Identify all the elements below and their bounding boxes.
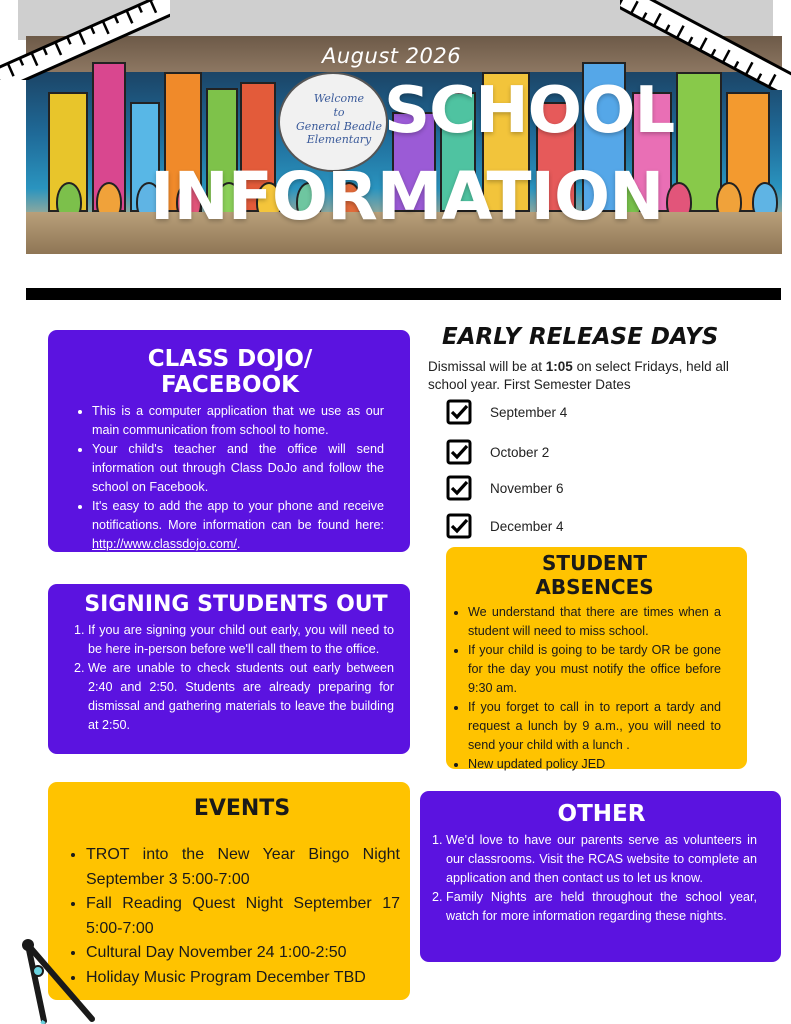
list-item: • Talk with your child's teacher for more information. (92, 554, 384, 573)
list-item: • TROT into the New Year Bingo Night September 3 5:00-7:00 (86, 843, 400, 892)
early-release-date-row (446, 438, 549, 466)
student-absences-list (468, 603, 721, 774)
list-item: 2. We are unable to check students out early between 2:40 and 2:50. Students are already preparing for dismissal and gathering materials to leave the building at 2:50. (88, 659, 394, 735)
page-title-line1: SCHOOL (384, 74, 675, 148)
checkbox-checked-icon (446, 399, 472, 425)
list-item: 1. We'd love to have our parents serve as volunteers in our classrooms. Visit the RCAS website to complete an application and then contact us to let us know. (446, 831, 757, 888)
newsletter-date: August 2026 (322, 44, 462, 68)
classdojo-link[interactable]: http://www.classdojo.com/ (92, 537, 237, 551)
list-item: • If you forget to call in to report a tardy and request a lunch by 9 a.m., you will need to send your child with a lunch . (468, 698, 721, 755)
early-release-description: Dismissal will be at 1:05 on select Fridays, held all school year. First Semester Dates (428, 359, 729, 392)
signing-out-section (48, 584, 410, 754)
list-item: • New updated policy JED (468, 755, 721, 774)
events-list (84, 843, 400, 990)
student-absences-section (446, 547, 747, 769)
early-release-title: EARLY RELEASE DAYS (442, 324, 719, 350)
other-list (446, 831, 757, 926)
page-title-line2: INFORMATION (150, 158, 664, 235)
events-title: EVENTS (193, 796, 291, 821)
other-section (420, 791, 781, 962)
early-release-date-row (446, 398, 567, 426)
early-release-date: October 2 (490, 444, 550, 460)
list-item: 2. Family Nights are held throughout the school year, watch for more information regarding these nights. (446, 888, 757, 926)
early-release-date-row (446, 474, 564, 502)
list-item: • Holiday Music Program December TBD (86, 966, 400, 991)
early-release-date: December 4 (490, 518, 564, 534)
signing-out-list (78, 621, 394, 735)
list-item: • We understand that there are times when a student will need to miss school. (468, 603, 721, 641)
welcome-sign-text: Welcome to General Beadle Elementary (296, 92, 382, 147)
other-title: OTHER (557, 801, 646, 827)
signing-out-title: SIGNING STUDENTS OUT (84, 592, 388, 617)
class-dojo-list (76, 402, 384, 573)
list-item: • Fall Reading Quest Night September 17 5:00-7:00 (86, 892, 400, 941)
ruler-icon (0, 0, 170, 80)
early-release-date: November 6 (490, 480, 564, 496)
section-divider (26, 288, 781, 300)
ruler-icon (620, 0, 791, 90)
checkbox-checked-icon (446, 439, 472, 465)
class-dojo-section (48, 330, 410, 570)
list-item: • Cultural Day November 24 1:00-2:50 (86, 941, 400, 966)
list-item: • If your child is going to be tardy OR be gone for the day you must notify the office before 9:30 am. (468, 641, 721, 698)
class-dojo-title: CLASS DOJO/ FACEBOOK (147, 346, 313, 398)
early-release-date-row (446, 512, 564, 540)
drawing-compass-icon (14, 935, 104, 1024)
early-release-date: September 4 (490, 404, 568, 420)
list-item: 1. If you are signing your child out early, you will need to be here in-person before we'll call them to the office. (88, 621, 394, 659)
list-item: • Your child's teacher and the office will send information out through Class DoJo and follow the school on Facebook. (92, 440, 384, 497)
checkbox-checked-icon (446, 513, 472, 539)
list-item: • This is a computer application that we use as our main communication from school to home. (92, 402, 384, 440)
student-absences-title: STUDENT ABSENCES (535, 551, 654, 599)
checkbox-checked-icon (446, 475, 472, 501)
list-item: • It's easy to add the app to your phone and receive notifications. More information can be found here: http://www.classdojo.com/. (92, 497, 384, 554)
